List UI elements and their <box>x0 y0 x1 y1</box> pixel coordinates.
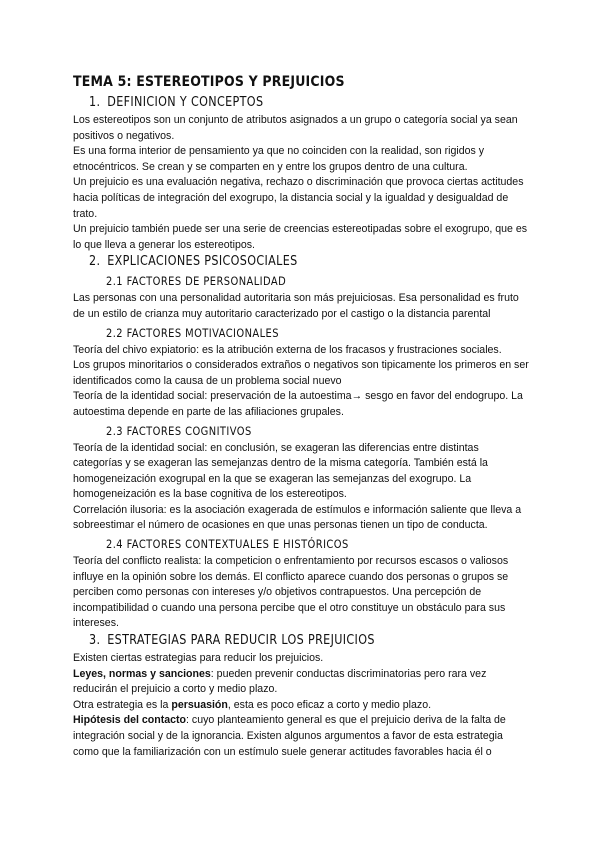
paragraph: Un prejuicio también puede ser una serie de creencias estereotipadas sobre el exogrupo, que es lo que lleva a generar los estereotipos. <box>73 223 528 251</box>
paragraph: Es una forma interior de pensamiento ya que no coinciden con la realidad, son rigidos y etnocéntricos. Se crean y se comparten en y entre los grupos dentro de una cultura. <box>73 145 485 173</box>
section-heading-3 <box>89 632 469 650</box>
paragraph <box>73 713 531 760</box>
section-heading-1 <box>89 94 469 112</box>
paragraph: Los estereotipos son un conjunto de atributos asignados a un grupo o categoría social ya sean positivos o negativos. <box>73 114 518 142</box>
paragraph-text: : pueden prevenir conductas discriminatorias pero rara vez reducirán el prejuicio a corto y medio plazo. <box>73 667 487 696</box>
bold-term: persuasión <box>171 698 228 711</box>
paragraph-text: : cuyo planteamiento general es que el prejuicio deriva de la falta de integración social y de la ignorancia. Existen algunos argumentos a favor de esta estrategia como que la familiarización con un estímulo suele generar actitudes favorables hacia él o <box>73 714 506 758</box>
paragraph <box>73 698 531 714</box>
paragraph: Teoría de la identidad social: en conclusión, se exageran las diferencias entre distintas categorías y se exageran las semejanzas dentro de la misma categoría. También está la homogeneización exogrupal en la que se exageran las semejanzas del exogrupo. La homogeneización es la base cognitiva de los estereotipos. <box>73 441 488 501</box>
paragraph: Un prejuicio es una evaluación negativa, rechazo o discriminación que provoca ciertas actitudes hacia políticas de integración del exogrupo, la distancia social y la igualdad y desigualdad de trato. <box>73 176 524 220</box>
paragraph: Teoría de la identidad social: preservación de la autoestima→ sesgo en favor del endogrupo. La autoestima depende en parte de las afiliaciones grupales. <box>73 390 523 418</box>
page-title: TEMA 5: ESTEREOTIPOS Y PREJUICIOS <box>73 73 345 90</box>
subsection-heading-2-4: 2.4 FACTORES CONTEXTUALES E HISTÓRICOS <box>106 537 349 552</box>
section-title: DEFINICION Y CONCEPTOS <box>107 95 264 110</box>
section-number: 2. <box>89 254 101 270</box>
document-body <box>73 72 531 760</box>
paragraph <box>73 667 531 698</box>
section-number: 3. <box>89 633 101 649</box>
paragraph-text: Otra estrategia es la <box>73 698 172 711</box>
paragraph: Existen ciertas estrategias para reducir los prejuicios. <box>73 652 324 665</box>
subsection-heading-2-2: 2.2 FACTORES MOTIVACIONALES <box>106 325 279 340</box>
section-heading-2 <box>89 253 469 271</box>
subsection-heading-2-1: 2.1 FACTORES DE PERSONALIDAD <box>106 274 287 289</box>
section-number: 1. <box>89 95 101 110</box>
subsection-heading-2-3: 2.3 FACTORES COGNITIVOS <box>106 423 252 438</box>
paragraph: Las personas con una personalidad autoritaria son más prejuiciosas. Esa personalidad es fruto de un estilo de crianza muy autoritario caracterizado por el castigo o la distancia parental <box>73 292 519 320</box>
section-title: EXPLICACIONES PSICOSOCIALES <box>107 254 298 270</box>
bold-term: Leyes, normas y sanciones <box>73 667 211 680</box>
paragraph: Teoría del chivo expiatorio: es la atribución externa de los fracasos y frustraciones sociales. <box>73 343 502 356</box>
paragraph: Correlación ilusoria: es la asociación exagerada de estímulos e información saliente que lleva a sobreestimar el número de ocasiones en que unas personas tienen un tipo de conducta. <box>73 503 522 532</box>
section-title: ESTRATEGIAS PARA REDUCIR LOS PREJUICIOS <box>107 633 375 649</box>
paragraph: Teoría del conflicto realista: la competicion o enfrentamiento por recursos escasos o valiosos influye en la opinión sobre los demás. El conflicto aparece cuando dos personas o grupos se perciben como personas con intereses y/o objetivos contrapuestos. Una percepción de incompatibilidad o cuando una persona percibe que el otro constituye un obstáculo para sus intereses. <box>73 555 509 630</box>
bold-term: Hipótesis del contacto <box>73 714 187 727</box>
paragraph-text: , esta es poco eficaz a corto y medio plazo. <box>227 698 432 711</box>
paragraph: Los grupos minoritarios o considerados extraños o negativos son tipicamente los primeros en ser identificados como la causa de un problema social nuevo <box>73 359 529 387</box>
